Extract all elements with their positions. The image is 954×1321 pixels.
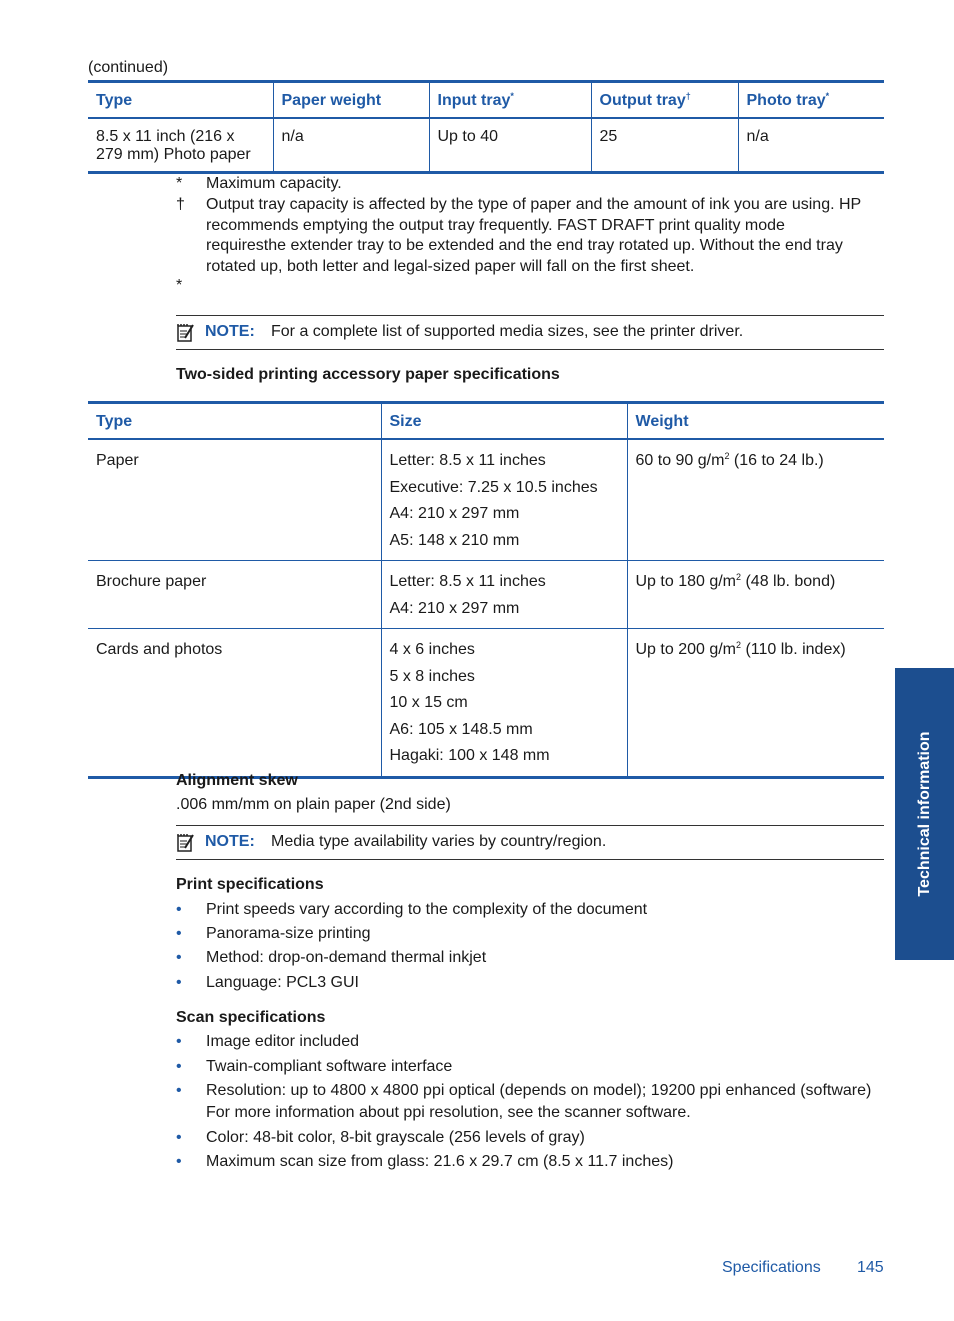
cell-weight: 60 to 90 $g/m^2$ (16 to 24 lb.)	[627, 439, 884, 561]
col-photo-tray: Photo tray*	[738, 82, 884, 119]
cell-output-tray: 25	[591, 118, 738, 173]
table-row	[88, 118, 884, 173]
paper-tray-table	[88, 80, 884, 174]
list-item: • Print speeds vary according to the complexity of the document	[176, 901, 648, 918]
note-text: For a complete list of supported media sizes, see the printer driver.	[271, 323, 744, 340]
twosided-specs-table	[88, 401, 884, 779]
cell-size: Letter: 8.5 x 11 inches A4: 210 x 297 mm	[381, 561, 627, 629]
list-item: • Panorama-size printing	[176, 925, 371, 942]
note-label: NOTE:	[205, 833, 255, 850]
list-item: • Color: 48-bit color, 8-bit grayscale (256 levels of gray)	[176, 1129, 585, 1146]
note-text: Media type availability varies by country/region.	[271, 833, 607, 850]
list-item: • Resolution: up to 4800 x 4800 ppi optical (depends on model); 19200 ppi enhanced (software) For more information about ppi resolution, see the scanner software.	[176, 1082, 872, 1121]
table-row	[88, 561, 884, 629]
list-item: • Language: PCL3 GUI	[176, 974, 359, 991]
side-tab-technical-information[interactable]: Technical information	[895, 668, 954, 960]
alignment-text: .006 mm/mm on plain paper (2nd side)	[176, 796, 451, 813]
col-input-tray: Input tray*	[429, 82, 591, 119]
cell-type: Brochure paper	[88, 561, 381, 629]
cell-photo-tray: n/a	[738, 118, 884, 173]
alignment-title: Alignment skew	[176, 772, 298, 789]
table-header-row	[88, 403, 884, 440]
col-weight: Weight	[627, 403, 884, 440]
col-type: Type	[88, 403, 381, 440]
cell-weight: Up to 200 $g/m^2$ (110 lb. index)	[627, 629, 884, 778]
col-paper-weight: Paper weight	[273, 82, 429, 119]
cell-paper-weight: n/a	[273, 118, 429, 173]
list-item: • Maximum scan size from glass: 21.6 x 29.7 cm (8.5 x 11.7 inches)	[176, 1153, 674, 1170]
print-specs-title: Print specifications	[176, 876, 324, 893]
cell-input-tray: Up to 40	[429, 118, 591, 173]
table-row	[88, 439, 884, 561]
cell-type: 8.5 x 11 inch (216 x 279 mm) Photo paper	[88, 118, 273, 173]
twosided-title: Two-sided printing accessory paper specifications	[176, 366, 560, 383]
col-size: Size	[381, 403, 627, 440]
list-item: • Twain-compliant software interface	[176, 1058, 453, 1075]
note-media-availability	[176, 825, 884, 860]
note-label: NOTE:	[205, 323, 255, 340]
footnote-3: *	[176, 277, 183, 294]
note-icon	[176, 323, 196, 343]
page-number: 145	[857, 1259, 884, 1276]
table-row	[88, 629, 884, 778]
table-header-row	[88, 82, 884, 119]
list-item: • Image editor included	[176, 1033, 359, 1050]
note-media-sizes	[176, 315, 884, 350]
cell-type: Cards and photos	[88, 629, 381, 778]
cell-type: Paper	[88, 439, 381, 561]
scan-specs-title: Scan specifications	[176, 1009, 326, 1026]
col-output-tray: Output tray†	[591, 82, 738, 119]
footer-section: Specifications	[722, 1259, 821, 1276]
cell-size: Letter: 8.5 x 11 inches Executive: 7.25 x 10.5 inches A4: 210 x 297 mm A5: 148 x 210 mm	[381, 439, 627, 561]
continued-label: (continued)	[88, 59, 169, 76]
note-icon	[176, 833, 196, 853]
footnote-1: * Maximum capacity.	[176, 175, 342, 192]
list-item: • Method: drop-on-demand thermal inkjet	[176, 949, 487, 966]
cell-size: 4 x 6 inches 5 x 8 inches 10 x 15 cm A6: 105 x 148.5 mm Hagaki: 100 x 148 mm	[381, 629, 627, 778]
footnote-2: † Output tray capacity is affected by the type of paper and the amount of ink you are using. HP recommends emptying the output tray frequently. FAST DRAFT print quality mode requiresthe extender tray to be extended and the end tray rotated up. Without the end tray rotated up, both letter and legal-sized paper will fall on the first sheet.	[176, 196, 861, 275]
col-type: Type	[88, 82, 273, 119]
cell-weight: Up to 180 $g/m^2$ (48 lb. bond)	[627, 561, 884, 629]
